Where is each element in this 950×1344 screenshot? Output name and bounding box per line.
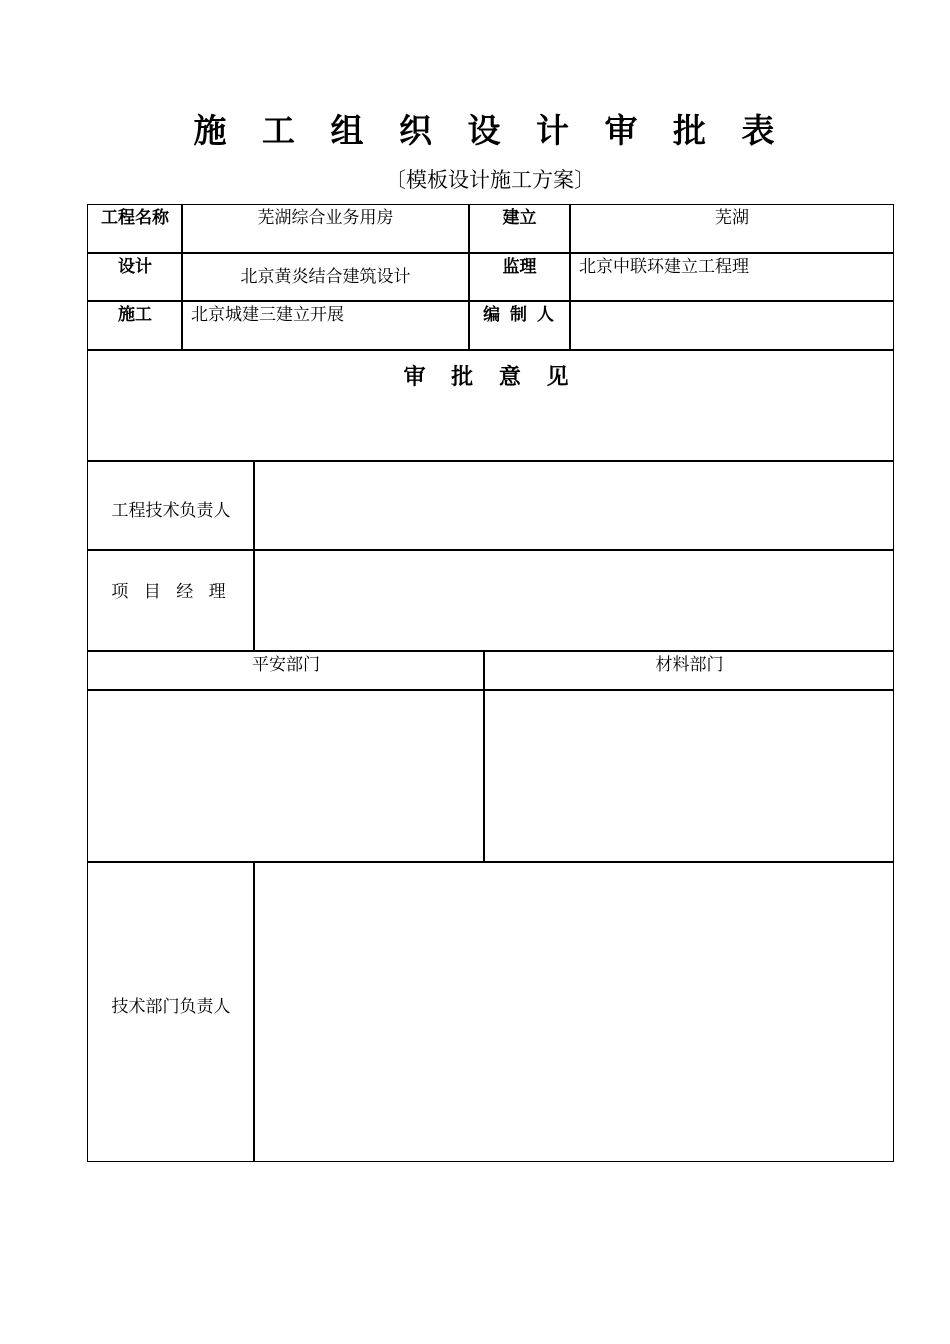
construction-label: 施工 — [118, 305, 152, 325]
compiler-value[interactable] — [579, 304, 889, 344]
design-value: 北京黄炎结合建筑设计 — [240, 267, 411, 287]
design-label: 设计 — [118, 257, 152, 277]
construction-value: 北京城建三建立开展 — [191, 305, 344, 325]
column-divider — [253, 460, 255, 651]
safety-dept-label: 平安部门 — [252, 655, 320, 675]
approval-opinion-area[interactable] — [89, 396, 892, 458]
column-divider — [253, 861, 255, 1162]
document-title: 施 工 组 织 设 计 审 批 表 — [193, 111, 787, 150]
materials-dept-signature-area[interactable] — [486, 692, 892, 859]
owner-label: 建立 — [502, 208, 537, 228]
row-divider — [87, 349, 894, 351]
compiler-label: 编 制 人 — [483, 305, 556, 325]
row-divider — [87, 650, 894, 652]
tech-lead-signature-area[interactable] — [256, 462, 892, 548]
materials-dept-label: 材料部门 — [655, 655, 724, 675]
project-manager-signature-area[interactable] — [256, 552, 892, 648]
supervision-value: 北京中联环建立工程理 — [579, 257, 749, 277]
row-divider — [87, 300, 894, 302]
approval-opinion-heading: 审 批 意 见 — [403, 364, 578, 390]
supervision-label: 监理 — [502, 257, 537, 277]
tech-lead-label: 工程技术负责人 — [111, 501, 231, 521]
row-divider — [87, 549, 894, 551]
tech-dept-head-label: 技术部门负责人 — [111, 997, 231, 1017]
row-divider — [87, 252, 894, 254]
row-divider — [87, 861, 894, 863]
column-divider — [483, 650, 485, 862]
tech-dept-head-signature-area[interactable] — [256, 864, 892, 1160]
document-subtitle: 〔模板设计施工方案〕 — [385, 168, 595, 192]
project-manager-label: 项 目 经 理 — [111, 582, 231, 602]
safety-dept-signature-area[interactable] — [89, 692, 481, 859]
owner-value: 芜湖 — [715, 208, 749, 228]
project-name-value: 芜湖综合业务用房 — [257, 208, 394, 228]
project-name-label: 工程名称 — [101, 208, 169, 228]
row-divider — [87, 689, 894, 691]
